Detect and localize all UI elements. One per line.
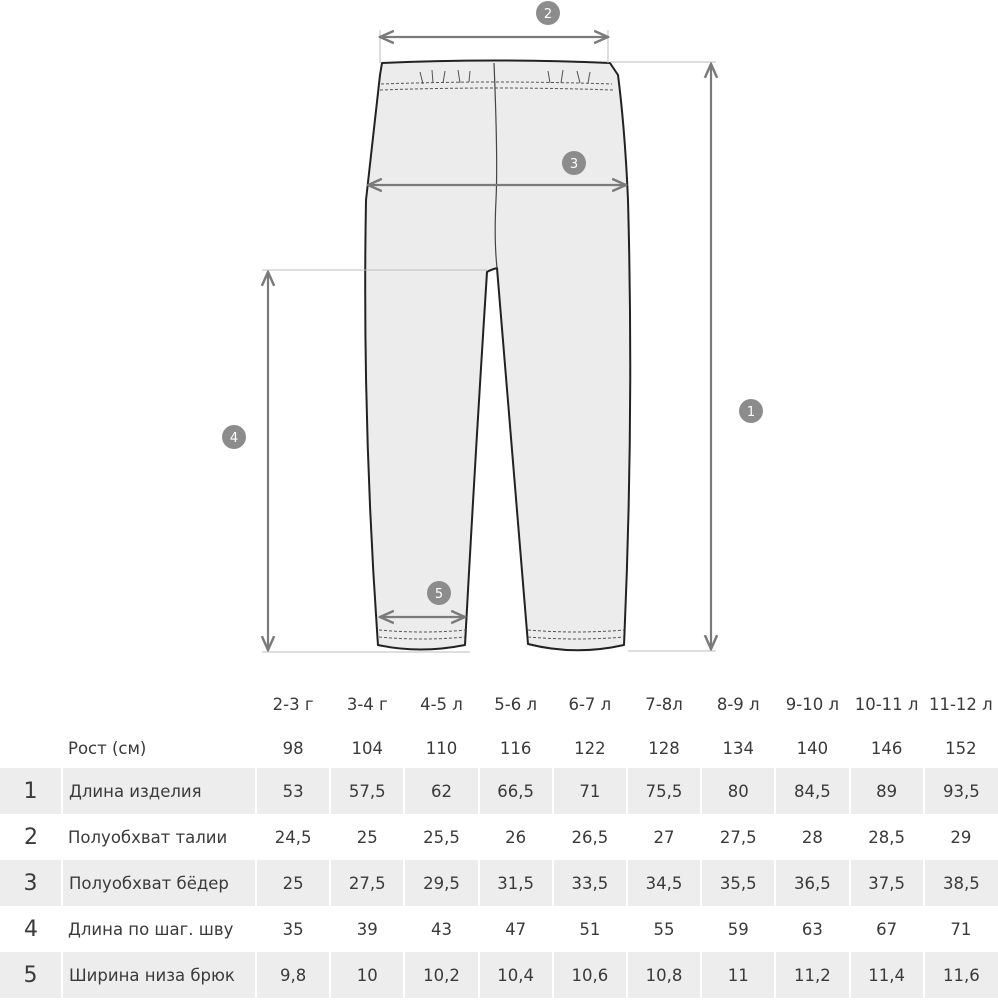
table-cell: 71 <box>950 919 972 939</box>
row-label: Длина по шаг. шву <box>68 919 234 939</box>
table-cell: 26 <box>505 827 527 847</box>
table-cell: 116 <box>499 738 532 758</box>
table-cell: 140 <box>796 738 829 758</box>
table-cell: 11,4 <box>850 952 924 998</box>
table-cell: 34,5 <box>627 860 701 906</box>
height-row <box>0 728 998 768</box>
table-cell: 10,2 <box>404 952 478 998</box>
table-cell: 28,5 <box>868 827 905 847</box>
size-header: 10-11 л <box>854 694 919 714</box>
table-cell: 25 <box>356 827 378 847</box>
table-cell: 27 <box>653 827 675 847</box>
table-cell: 80 <box>701 768 775 814</box>
table-cell: 63 <box>801 919 823 939</box>
row-label: Полуобхват талии <box>68 827 228 847</box>
table-cell: 36,5 <box>775 860 849 906</box>
row-number: 5 <box>0 952 62 998</box>
svg-text:5: 5 <box>434 587 444 602</box>
size-header: 6-7 л <box>568 694 612 714</box>
table-row <box>0 814 998 860</box>
marker-4 <box>222 425 246 449</box>
marker-5 <box>427 581 451 605</box>
table-cell: 11 <box>701 952 775 998</box>
size-header: 8-9 л <box>716 694 760 714</box>
size-header: 7-8л <box>645 694 683 714</box>
row-label: Ширина низа брюк <box>62 952 256 998</box>
table-cell: 28 <box>801 827 823 847</box>
table-cell: 67 <box>876 919 898 939</box>
table-cell: 25,5 <box>423 827 460 847</box>
table-cell: 98 <box>282 738 304 758</box>
table-row <box>0 768 998 814</box>
svg-text:4: 4 <box>229 431 239 446</box>
table-cell: 89 <box>850 768 924 814</box>
table-cell: 11,2 <box>775 952 849 998</box>
svg-text:1: 1 <box>746 405 756 420</box>
pants-outline <box>365 61 630 651</box>
table-cell: 39 <box>356 919 378 939</box>
table-cell: 62 <box>404 768 478 814</box>
table-cell: 10 <box>330 952 404 998</box>
size-header: 2-3 г <box>272 694 314 714</box>
table-cell: 55 <box>653 919 675 939</box>
table-cell: 128 <box>648 738 680 758</box>
table-cell: 146 <box>870 738 903 758</box>
size-header-row <box>0 680 998 728</box>
svg-text:3: 3 <box>569 157 579 172</box>
table-cell: 93,5 <box>924 768 998 814</box>
table-cell: 27,5 <box>330 860 404 906</box>
marker-3 <box>562 151 586 175</box>
table-cell: 47 <box>505 919 527 939</box>
row-label: Рост (см) <box>68 738 147 758</box>
table-cell: 51 <box>579 919 601 939</box>
row-number: 4 <box>24 916 38 942</box>
table-cell: 29,5 <box>404 860 478 906</box>
row-label: Полуобхват бёдер <box>62 860 256 906</box>
row-number: 3 <box>0 860 62 906</box>
table-cell: 75,5 <box>627 768 701 814</box>
table-cell: 110 <box>425 738 458 758</box>
marker-2 <box>536 1 560 25</box>
table-cell: 10,4 <box>479 952 553 998</box>
table-cell: 59 <box>727 919 749 939</box>
table-cell: 11,6 <box>924 952 998 998</box>
marker-1 <box>739 399 763 423</box>
table-cell: 71 <box>553 768 627 814</box>
table-cell: 10,8 <box>627 952 701 998</box>
table-cell: 57,5 <box>330 768 404 814</box>
table-cell: 35,5 <box>701 860 775 906</box>
table-cell: 66,5 <box>479 768 553 814</box>
size-header: 3-4 г <box>346 694 388 714</box>
table-row <box>0 906 998 952</box>
row-number: 2 <box>24 824 38 850</box>
size-header: 5-6 л <box>494 694 538 714</box>
table-cell: 10,6 <box>553 952 627 998</box>
table-cell: 27,5 <box>719 827 757 847</box>
table-cell: 84,5 <box>775 768 849 814</box>
table-cell: 26,5 <box>571 827 609 847</box>
table-cell: 152 <box>945 738 977 758</box>
table-cell: 25 <box>256 860 330 906</box>
table-cell: 33,5 <box>553 860 627 906</box>
table-cell: 134 <box>722 738 754 758</box>
table-row <box>0 860 998 906</box>
size-header: 4-5 л <box>420 694 463 714</box>
table-row <box>0 952 998 998</box>
table-cell: 31,5 <box>479 860 553 906</box>
table-cell: 122 <box>574 738 606 758</box>
row-label: Длина изделия <box>62 768 256 814</box>
table-cell: 38,5 <box>924 860 998 906</box>
row-number: 1 <box>0 768 62 814</box>
table-cell: 29 <box>950 827 972 847</box>
table-cell: 37,5 <box>850 860 924 906</box>
size-header: 11-12 л <box>928 694 993 714</box>
table-cell: 104 <box>351 738 384 758</box>
table-cell: 24,5 <box>274 827 312 847</box>
svg-text:2: 2 <box>543 7 553 22</box>
size-table <box>0 680 998 998</box>
table-cell: 35 <box>282 919 304 939</box>
table-cell: 43 <box>430 919 452 939</box>
table-cell: 53 <box>256 768 330 814</box>
table-cell: 9,8 <box>256 952 330 998</box>
size-header: 9-10 л <box>785 694 840 714</box>
